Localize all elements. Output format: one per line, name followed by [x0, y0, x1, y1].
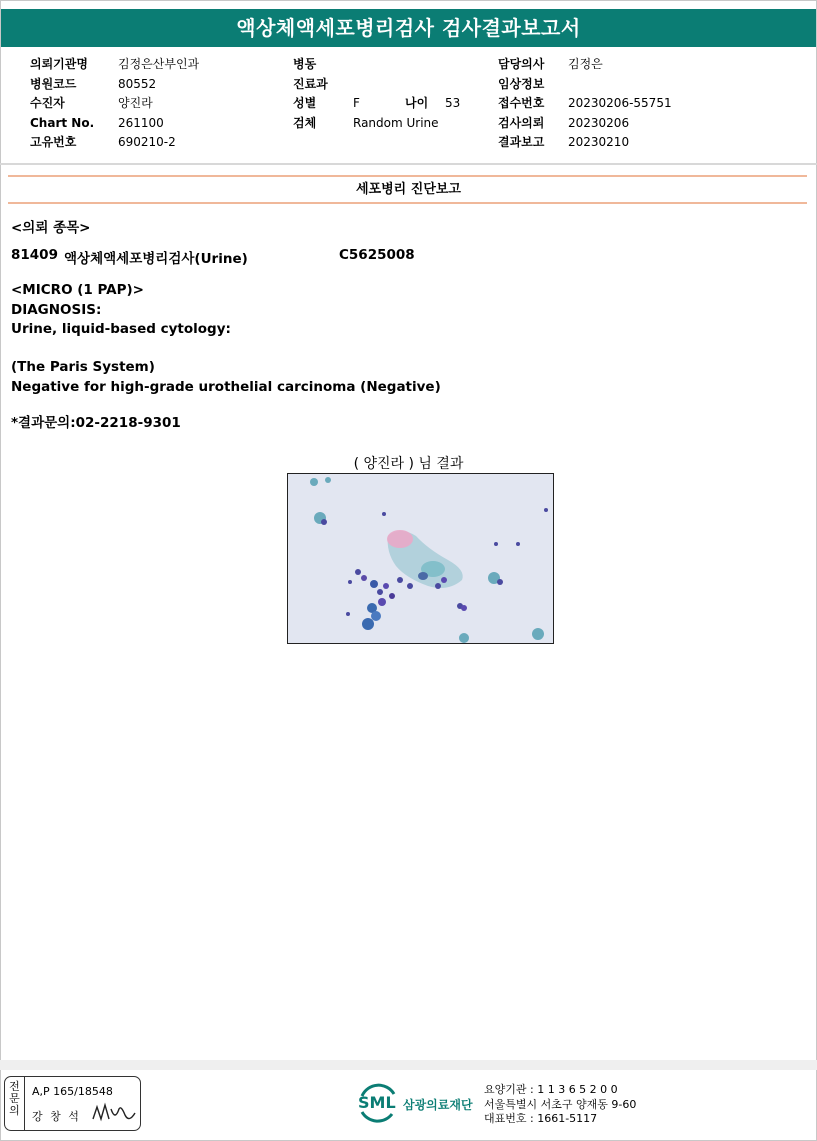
field-value: 20230206	[568, 115, 630, 130]
header-field	[293, 75, 460, 95]
field-label: 임상정보	[498, 76, 545, 91]
stamp-name: 강 창 석	[32, 1110, 81, 1123]
header-field	[498, 94, 672, 114]
order-name: 액상체액세포병리검사(Urine)	[64, 251, 248, 267]
header-field	[498, 55, 672, 75]
header-field	[30, 114, 199, 134]
sml-logo-icon	[356, 1082, 398, 1124]
paris-system: (The Paris System)	[11, 359, 155, 375]
cytology-image	[287, 473, 554, 644]
org-name: 삼광의료재단	[403, 1098, 473, 1112]
logo-text: SML	[358, 1093, 396, 1112]
order-specimen-no: C5625008	[339, 247, 415, 263]
stamp-license: A,P 165/18548	[32, 1085, 113, 1098]
header-field	[498, 133, 672, 153]
footer-band	[0, 1060, 817, 1070]
section-divider-bottom	[8, 202, 807, 204]
stamp-side-label	[5, 1077, 25, 1130]
header-field	[293, 55, 460, 75]
signature-icon	[91, 1101, 137, 1125]
footer-info-line: 서울특별시 서초구 양재동 9-60	[484, 1097, 637, 1111]
diagnosis-line: Urine, liquid-based cytology:	[11, 321, 231, 337]
micro-heading: <MICRO (1 PAP)>	[11, 282, 144, 298]
field-label: 고유번호	[30, 135, 77, 149]
pathologist-stamp	[4, 1076, 141, 1131]
field-value: 690210-2	[118, 135, 176, 149]
field-value: F	[353, 96, 360, 110]
field-value: 20230206-55751	[568, 96, 672, 110]
header-field	[30, 55, 199, 75]
field-label: 병동	[293, 57, 317, 71]
field-value: 김정은	[568, 57, 603, 71]
field-label: 검체	[293, 115, 317, 130]
field-value: 261100	[118, 115, 164, 130]
field-label: Chart No.	[30, 115, 95, 130]
field-value: 김정은산부인과	[118, 57, 200, 71]
field-value: 양진라	[118, 96, 153, 110]
section-title: 세포병리 진단보고	[356, 182, 461, 197]
header-field	[498, 75, 672, 95]
header-col-1	[30, 55, 199, 153]
field-label: 진료과	[293, 76, 328, 91]
field-value: 20230210	[568, 135, 630, 149]
footer-info	[484, 1083, 636, 1127]
header-field	[498, 114, 672, 134]
header-field	[293, 114, 460, 134]
section-divider-top	[8, 175, 807, 177]
field-label: 담당의사	[498, 57, 545, 71]
inquiry-phone: *결과문의:02-2218-9301	[11, 415, 181, 431]
diagnosis-label: DIAGNOSIS:	[11, 302, 102, 318]
header-col-3	[498, 55, 672, 153]
footer-info-line: 요양기관 : 1 1 3 6 5 2 0 0	[484, 1083, 618, 1096]
order-heading: <의뢰 종목>	[11, 220, 91, 236]
age-value: 53	[445, 96, 461, 110]
field-label: 의뢰기관명	[30, 57, 88, 71]
header-col-2	[293, 55, 460, 133]
header-field	[30, 94, 199, 114]
field-label: 병원코드	[30, 76, 77, 91]
field-label: 성별	[293, 96, 317, 110]
diagnosis-result: Negative for high-grade urothelial carcinoma (Negative)	[11, 379, 441, 395]
field-label: 결과보고	[498, 135, 545, 149]
stamp-side-char: 전	[9, 1080, 20, 1093]
field-value: 80552	[118, 76, 157, 91]
report-title: 액상체액세포병리검사 검사결과보고서	[1, 9, 816, 47]
field-value: Random Urine	[353, 115, 439, 130]
stamp-side-char: 문	[9, 1092, 20, 1105]
field-label: 검사의뢰	[498, 115, 545, 130]
order-code: 81409	[11, 247, 58, 263]
stamp-side-char: 의	[9, 1104, 20, 1117]
header-field	[30, 133, 199, 153]
header-field	[30, 75, 199, 95]
field-label: 접수번호	[498, 96, 545, 110]
age-label: 나이	[405, 96, 429, 110]
field-label: 수진자	[30, 96, 65, 110]
header-divider	[0, 163, 817, 165]
footer-info-line: 대표번호 : 1661-5117	[484, 1112, 598, 1125]
header-field	[293, 94, 460, 114]
image-caption: ( 양진라 ) 님 결과	[353, 456, 464, 472]
